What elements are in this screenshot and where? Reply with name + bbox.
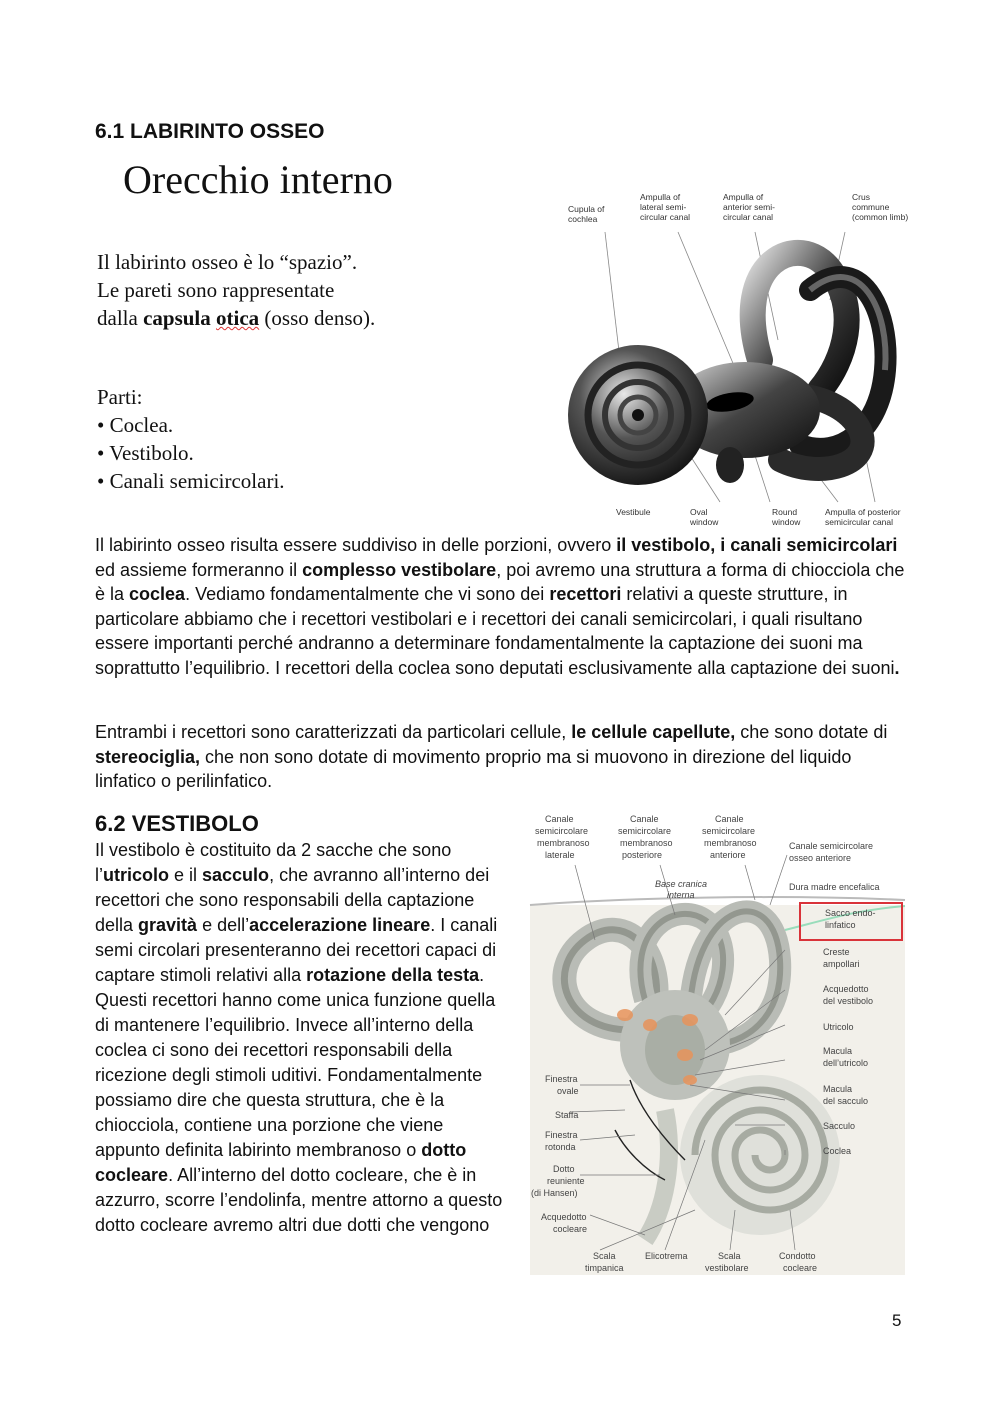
paragraph-vestibolo: [95, 838, 510, 1238]
label-sacco-endolinfatico: Sacco endo-linfatico: [825, 908, 876, 930]
text: relativi a queste strutture, in particolare abbiamo che i recettori vestibolari e i recettori dei canali semicircolari, i quali risultano essere importanti perché andranno a determinare fondamentalmente la captazione dei suoni ma soprattutto l’equilibrio. I recettori della coclea sono deputati esclusivamente alla captazione dei suoni: [95, 584, 895, 678]
text: Il labirinto osseo risulta essere suddiviso in delle porzioni, ovvero: [95, 535, 617, 555]
bold-term: accelerazione lineare: [249, 915, 431, 935]
bold-term: sacculo: [202, 865, 270, 885]
label-canale-osseo: Canale semicircolare osseo anteriore: [789, 841, 874, 863]
text: e il: [169, 865, 203, 885]
paragraph-cellule: [95, 720, 910, 794]
label-ampulla-anterior: Ampulla of anterior semi-circular canal: [723, 192, 775, 222]
bold-term: utricolo: [103, 865, 169, 885]
label-utricolo: Utricolo: [823, 1022, 854, 1032]
list-item: • Canali semicircolari.: [97, 469, 285, 493]
text: , che avranno all’interno dei recettori che sono responsabili della captazione della: [95, 865, 490, 935]
label-canale-laterale: Canale semicircolare membranoso laterale: [535, 814, 590, 860]
slide-title: Orecchio interno: [123, 157, 393, 202]
label-oval-window: Oval window: [690, 507, 719, 527]
bold-term: le cellule capellute,: [571, 722, 736, 742]
label-cupula: Cupula of cochlea: [568, 204, 605, 224]
label-canale-anteriore: Canale semicircolare membranoso anteriore: [702, 814, 757, 860]
label-coclea: Coclea: [823, 1146, 852, 1156]
label-staffa: Staffa: [555, 1110, 579, 1120]
text: Il vestibolo è costituito da 2 sacche che sono l’: [95, 840, 452, 885]
text: . All’interno del dotto cocleare, che è in azzurro, scorre l’endolinfa, mentre attorno a questo dotto cocleare avremo altri due dotti che vengono: [95, 1165, 503, 1235]
membranous-labyrinth-illustration: [525, 810, 910, 1280]
text: . Questi recettori hanno come unica funzione quella di mantenere l’equilibrio. Invece all’interno della coclea ci sono dei recettori responsabili della ricezione degli stimoli uditivi. Fondamentalmente possiamo dire che questa struttura, che è la chiocciola, contiene una porzione che viene appunto definita labirinto membranoso o: [95, 965, 496, 1160]
text: , poi avremo una struttura a forma di chiocciola che è la: [95, 559, 905, 604]
slide-desc-line: Il labirinto osseo è lo “spazio”.: [97, 250, 358, 274]
text: e dell’: [197, 915, 250, 935]
label-crus: Crus commune (common limb): [852, 192, 909, 222]
label-canale-posteriore: Canale semicircolare membranoso posteriore: [618, 814, 673, 860]
text: . Vediamo fondamentalmente che vi sono dei: [185, 584, 550, 604]
list-item: • Vestibolo.: [97, 441, 194, 465]
bold-term: capsula: [143, 306, 216, 330]
text: dalla: [97, 306, 144, 330]
bold-term: stereociglia,: [95, 746, 201, 767]
label-finestra-ovale: Finestra ovale: [545, 1074, 579, 1096]
label-scala-vestibolare: Scala vestibolare: [705, 1251, 749, 1273]
bold-term: dotto cocleare: [95, 1140, 467, 1185]
page-number: 5: [892, 1311, 902, 1330]
bony-labyrinth-illustration: [560, 190, 910, 530]
slide-image-orecchio-interno: [90, 148, 910, 530]
label-scala-timpanica: Scala timpanica: [585, 1251, 624, 1273]
label-dura-madre: Dura madre encefalica: [789, 882, 880, 892]
label-vestibule: Vestibule: [616, 507, 651, 517]
bold-term: .: [894, 657, 900, 678]
label-ampulla-posterior: Ampulla of posterior semicircular canal: [825, 507, 901, 527]
label-base-cranica: Base cranica interna: [655, 879, 708, 900]
section-title-vestibolo: 6.2 VESTIBOLO: [95, 811, 259, 836]
bold-term: complesso vestibolare: [302, 559, 497, 580]
bold-term: il vestibolo, i canali semicircolari: [616, 535, 898, 555]
text: Entrambi i recettori sono caratterizzati da particolari cellule,: [95, 722, 572, 742]
bold-term: recettori: [549, 584, 622, 604]
label-ampulla-lateral: Ampulla of lateral semi-circular canal: [640, 192, 691, 222]
parts-heading: Parti:: [97, 385, 143, 409]
slide-parts-list: [97, 383, 285, 495]
label-macula-sacculo: Macula del sacculo: [823, 1084, 869, 1106]
bold-term-underlined: otica: [216, 306, 260, 330]
bold-term: gravità: [138, 915, 198, 935]
text: ed assieme formeranno il: [95, 559, 303, 580]
label-macula-utricolo: Macula dell’utricolo: [823, 1046, 869, 1068]
slide-description: [97, 248, 375, 332]
label-finestra-rotonda: Finestra rotonda: [545, 1130, 578, 1152]
text: . I canali semi circolari presenteranno dei recettori capaci di captare stimoli relativi alla: [95, 915, 498, 985]
label-acquedotto-cocleare: Acquedotto cocleare: [541, 1212, 588, 1234]
slide-desc-line: [97, 304, 375, 332]
label-round-window: Round window: [772, 507, 801, 527]
label-sacculo: Sacculo: [823, 1121, 856, 1131]
bold-term: coclea: [129, 584, 186, 604]
paragraph-labirinto: [95, 533, 910, 680]
section-title-labirinto-osseo: 6.1 LABIRINTO OSSEO: [95, 120, 325, 143]
list-item: • Coclea.: [97, 413, 174, 437]
label-dotto-reuniente: Dotto reuniente (di Hansen): [531, 1164, 585, 1198]
label-creste: Creste ampollari: [823, 947, 860, 969]
label-acquedotto-vestibolo: Acquedotto del vestibolo: [823, 984, 874, 1006]
label-condotto-cocleare: Condotto cocleare: [779, 1251, 818, 1273]
bold-term: rotazione della testa: [306, 965, 480, 985]
text: che sono dotate di: [735, 722, 888, 742]
label-elicotrema: Elicotrema: [645, 1251, 688, 1261]
text: (osso denso).: [259, 306, 376, 330]
text: che non sono dotate di movimento proprio ma si muovono in direzione del liquido linfatico o perilinfatico.: [95, 746, 852, 791]
slide-desc-line: Le pareti sono rappresentate: [97, 278, 335, 302]
